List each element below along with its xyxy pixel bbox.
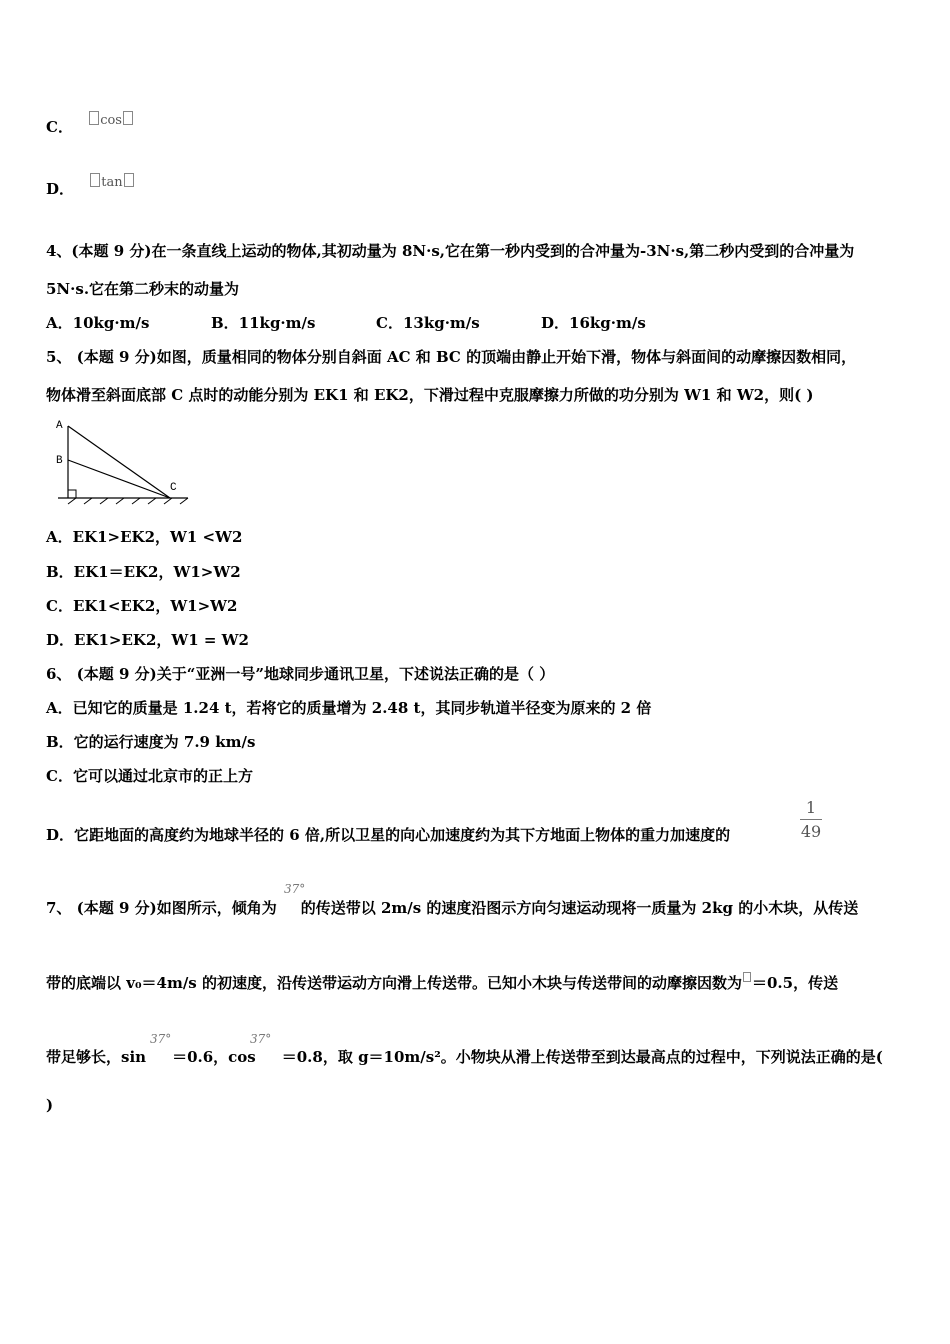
q4-option-a: A．10kg·m/s [46, 314, 150, 332]
incline-ac [68, 426, 170, 498]
q7-line2 [46, 972, 838, 993]
q6-option-a: A．已知它的质量是 1.24 t，若将它的质量增为 2.48 t，其同步轨道半径变为原来的 2 倍 [46, 699, 652, 717]
q4-option-c: C．13kg·m/s [376, 314, 480, 332]
right-angle-marker [68, 490, 76, 498]
angle-37-symbol-cos: 37° [250, 1032, 272, 1046]
fraction-denominator: 49 [800, 822, 822, 841]
q7-line3 [46, 1046, 883, 1067]
ground-hatch [68, 498, 188, 504]
q4-options [46, 312, 646, 333]
q7-line3-cos: ＝0.6，cos [172, 1048, 256, 1066]
q6-option-b: B．它的运行速度为 7.9 km/s [46, 733, 256, 751]
q4-stem-line1: 4、(本题 9 分)在一条直线上运动的物体,其初动量为 8N·s,它在第一秒内受到的合冲量为-3N·s,第二秒内受到的合冲量为 [46, 242, 855, 260]
missing-glyph-icon [124, 173, 134, 187]
fraction-1-49 [800, 798, 822, 841]
q4-stem-line2: 5N·s.它在第二秒末的动量为 [46, 280, 240, 298]
q3-option-d [46, 175, 135, 199]
missing-glyph-icon [89, 111, 99, 125]
q7-line2-start: 带的底端以 v₀＝4m/s 的初速度，沿传送带运动方向滑上传送带。已知小木块与传送带间的动摩擦因数为 [46, 974, 742, 992]
q3-option-c-label: C． [46, 118, 73, 136]
q3-option-d-label: D． [46, 180, 75, 198]
incline-figure [52, 416, 192, 506]
missing-glyph-icon [123, 111, 133, 125]
mu-symbol-placeholder-icon [743, 972, 751, 982]
q3-option-d-text: tan [101, 175, 123, 190]
q5-stem-line2: 物体滑至斜面底部 C 点时的动能分别为 EK1 和 EK2，下滑过程中克服摩擦力所做的功分别为 W1 和 W2，则( ) [46, 386, 814, 404]
q4-option-d: D．16kg·m/s [541, 314, 646, 332]
missing-glyph-icon [90, 173, 100, 187]
fraction-numerator: 1 [805, 798, 817, 817]
q5-option-a: A．EK1>EK2，W1 <W2 [46, 528, 243, 546]
label-b: B [56, 455, 63, 467]
label-a: A [56, 420, 63, 432]
label-c: C [170, 482, 177, 494]
q5-option-c: C．EK1<EK2，W1>W2 [46, 597, 238, 615]
angle-37-symbol-sin: 37° [150, 1032, 172, 1046]
incline-bc [68, 460, 170, 498]
q7-line3-end: ＝0.8，取 g＝10m/s²。小物块从滑上传送带至到达最高点的过程中，下列说法正确的是( [281, 1048, 883, 1066]
q7-line1 [46, 897, 858, 918]
q7-line2-end: ＝0.5，传送 [751, 974, 839, 992]
q5-stem-line1: 5、 (本题 9 分)如图，质量相同的物体分别自斜面 AC 和 BC 的顶端由静止开始下滑，物体与斜面间的动摩擦因数相同， [46, 348, 857, 366]
q7-line1-start: 7、 (本题 9 分)如图所示，倾角为 [46, 899, 277, 917]
q3-option-c [46, 113, 134, 137]
q7-line1-end: 的传送带以 2m/s 的速度沿图示方向匀速运动现将一质量为 2kg 的小木块，从传送 [300, 899, 859, 917]
q6-option-d: D．它距地面的高度约为地球半径的 6 倍,所以卫星的向心加速度约为其下方地面上物体的重力加速度的 [46, 826, 731, 844]
angle-37-symbol: 37° [284, 882, 306, 896]
q4-option-b: B．11kg·m/s [211, 314, 316, 332]
q3-option-c-text: cos [100, 113, 122, 128]
q7-line3-sin: 带足够长，sin [46, 1048, 147, 1066]
q7-line4: ) [46, 1096, 54, 1114]
q6-stem: 6、 (本题 9 分)关于“亚洲一号”地球同步通讯卫星，下述说法正确的是（ ） [46, 665, 555, 683]
q6-option-c: C．它可以通过北京市的正上方 [46, 767, 253, 785]
q5-option-b: B．EK1＝EK2，W1>W2 [46, 563, 241, 581]
q5-option-d: D．EK1>EK2，W1 = W2 [46, 631, 249, 649]
